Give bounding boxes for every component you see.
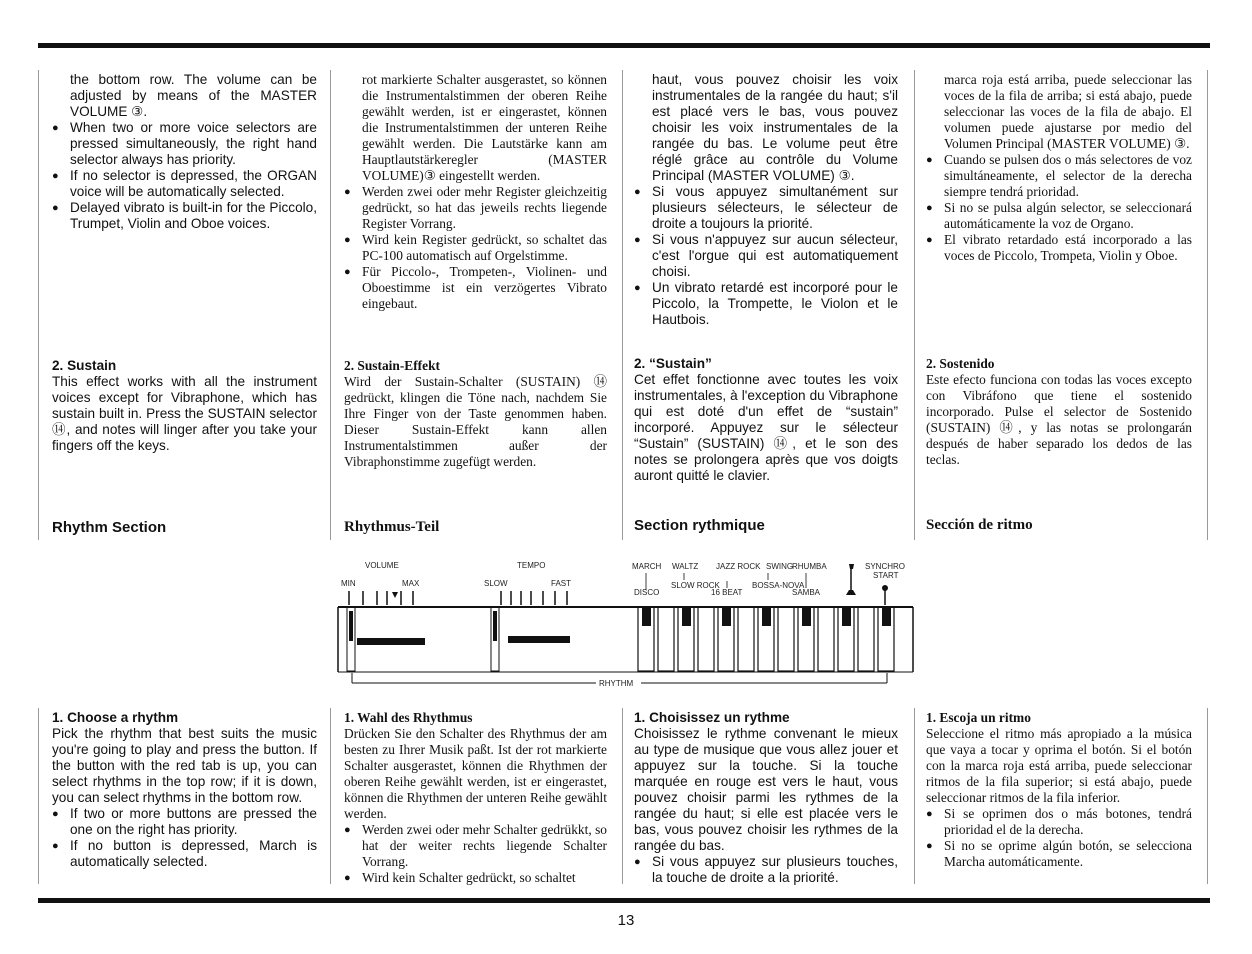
volume-label: VOLUME	[365, 561, 399, 570]
rhythm-label-waltz: WALTZ	[672, 562, 699, 571]
section-title-fr: Section rythmique	[634, 517, 765, 534]
rhythm-panel-diagram	[335, 555, 915, 690]
column-divider	[38, 708, 39, 884]
list-item: ● If two or more buttons are pressed the one on the right has priority.	[52, 806, 317, 838]
paragraph: Wird der Sustain-Schalter (SUSTAIN) ⑭ gedrückt, klingen die Töne nach, nachdem Sie Ihre Finger von der Taste genommen haben. Dieser Sustain-Effekt kann allen Instrumentalstimmen außer der Vibraphonstimme zugefügt werden.	[344, 374, 607, 469]
rhythm-label-16-beat: 16 BEAT	[711, 588, 743, 597]
column-divider	[622, 708, 623, 884]
column-divider	[1207, 70, 1208, 540]
paragraph: the bottom row. The volume can be adjusted by means of the MASTER VOLUME ③.	[70, 72, 317, 119]
list-item: ● Un vibrato retardé est incorporé pour le Piccolo, la Trompette, le Violon et le Hautbois.	[634, 280, 898, 328]
synchro-label: SYNCHRO	[865, 562, 906, 571]
sustain-en	[52, 358, 317, 454]
list-item: ● If no button is depressed, March is automatically selected.	[52, 838, 317, 870]
list-item: ● Für Piccolo-, Trompeten-, Violinen- und Oboestimme ist ein verzögertes Vibrato eingebaut.	[344, 264, 607, 312]
list-item: ● Cuando se pulsen dos o más selectores de voz simultáneamente, el selector de la derecha siempre tendrá prioridad.	[926, 152, 1192, 200]
rhythm-label-jazz-rock: JAZZ ROCK	[716, 562, 761, 571]
section-heading: 1. Escoja un ritmo	[926, 710, 1031, 725]
paragraph: marca roja está arriba, puede seleccionar las voces de la fila de arriba; si está abajo, puede seleccionar las voces de la fila de abajo. El volumen puede ajustarse por medio del Volumen Principal (MASTER VOLUME) ③.	[944, 72, 1192, 151]
section-title-en: Rhythm Section	[52, 519, 167, 536]
choose-rhythm-fr	[634, 710, 898, 886]
rhythm-label-march: MARCH	[632, 562, 662, 571]
tempo-slow-label: SLOW	[484, 579, 508, 588]
list-item: ● Si vous appuyez sur plusieurs touches, la touche de droite a la priorité.	[634, 854, 898, 886]
list-item: ● Delayed vibrato is built-in for the Piccolo, Trumpet, Violin and Oboe voices.	[52, 200, 317, 232]
volume-slider	[347, 591, 425, 671]
section-heading: 1. Choose a rhythm	[52, 710, 179, 725]
list-item: ● El vibrato retardado está incorporado a las voces de Piccolo, Trompeta, Violin y Oboe.	[926, 232, 1192, 264]
rhythm-label-slow-rock: SLOW ROCK	[671, 581, 720, 590]
list-item: ● Si vous n'appuyez sur aucun sélecteur, c'est l'orgue qui est automatiquement choisi.	[634, 232, 898, 280]
start-label: START	[873, 571, 899, 580]
choose-rhythm-de	[344, 710, 607, 886]
tempo-fast-label: FAST	[551, 579, 572, 588]
list-item: ● Werden zwei oder mehr Schalter gedrükkt, so hat der weiter rechts liegende Schalter Vorrang.	[344, 822, 607, 870]
column-divider	[914, 708, 915, 884]
column-divider	[1207, 708, 1208, 884]
column-divider	[330, 70, 331, 540]
tempo-label: TEMPO	[517, 561, 546, 570]
sustain-es	[926, 356, 1192, 468]
bottom-rule	[38, 898, 1210, 903]
choose-rhythm-es	[926, 710, 1192, 870]
paragraph: Cet effet fonctionne avec toutes les voix instrumentales, à l'exception du Vibraphone qui est doté d'un effet de “sustain” incorporé. Appuyez sur le sélecteur “Sustain” (SUSTAIN) ⑭, et le son des notes se prolongera après que vos doigts auront quitté le clavier.	[634, 372, 898, 483]
column-divider	[622, 70, 623, 540]
top-rule	[38, 43, 1210, 48]
list-item: ● Werden zwei oder mehr Register gleichzeitig gedrückt, so hat das jeweils rechts liegende Register Vorrang.	[344, 184, 607, 232]
paragraph: Drücken Sie den Schalter des Rhythmus der am besten zu Ihrer Musik paßt. Ist der rot markierte Schalter ausgerastet, können die Rhythmen der oberen Reihe gewählt werden, ist er eingerastet, können die Rhythmen der unteren Reihe gewählt werden.	[344, 726, 607, 821]
list-item: ● If no selector is depressed, the ORGAN voice will be automatically selected.	[52, 168, 317, 200]
rhythm-label-bossa-nova: BOSSA-NOVA	[752, 581, 805, 590]
section-title-es: Sección de ritmo	[926, 517, 1033, 533]
voice-text-es	[926, 72, 1192, 264]
paragraph: Choisissez le rythme convenant le mieux au type de musique que vous allez jouer et appuyez sur la touche. Si la touche marquée en rouge est vers le haut, vous pouvez choisir parmi les rythmes de la rangée du haut; si elle est placée vers le bas, vous pouvez choisir les rythmes de la rangée du bas.	[634, 726, 898, 853]
list-item: ● When two or more voice selectors are pressed simultaneously, the right hand selector always has priority.	[52, 120, 317, 168]
column-divider	[914, 70, 915, 540]
list-item: ● Si no se oprime algún botón, se selecciona Marcha automáticamente.	[926, 838, 1192, 870]
paragraph: Seleccione el ritmo más apropiado a la música que vaya a tocar y oprima el botón. Si el botón con la marca roja está arriba, puede seleccionar ritmos de la fila superior; si está abajo, puede seleccionar ritmos de la fila inferior.	[926, 726, 1192, 805]
rhythm-label-disco: DISCO	[634, 588, 660, 597]
voice-text-de	[344, 72, 607, 312]
tempo-slider	[491, 591, 570, 671]
section-title-de: Rhythmus-Teil	[344, 519, 440, 535]
volume-min-label: MIN	[341, 579, 356, 588]
rhythm-bracket-label: RHYTHM	[599, 679, 634, 688]
section-heading: 1. Choisissez un rythme	[634, 710, 790, 725]
rhythm-label-rhumba: RHUMBA	[792, 562, 827, 571]
paragraph: rot markierte Schalter ausgerastet, so können die Instrumentalstimmen der oberen Reihe gewählt werden, ist er eingerastet, können die Instrumentalstimmen der unteren Reihe gewählt werden. Die Lautstärke kann am Hauptlautstärkeregler (MASTER VOLUME)③ eingestellt werden.	[362, 72, 607, 183]
volume-max-label: MAX	[402, 579, 420, 588]
list-item: ● Si vous appuyez simultanément sur plusieurs sélecteurs, le sélecteur de droite a toujours la priorité.	[634, 184, 898, 232]
list-item: ● Wird kein Schalter gedrückt, so schaltet	[344, 870, 607, 886]
paragraph: This effect works with all the instrument voices except for Vibraphone, which has sustain built in. Press the SUSTAIN selector ⑭, and notes will linger after you take your fingers off the keys.	[52, 374, 317, 453]
column-divider	[38, 70, 39, 540]
section-heading: 2. Sustain	[52, 358, 117, 373]
choose-rhythm-en	[52, 710, 317, 870]
sustain-de	[344, 358, 607, 470]
section-heading: 2. Sostenido	[926, 356, 995, 371]
page-number: 13	[617, 912, 635, 929]
sustain-fr	[634, 356, 898, 484]
list-item: ● Si no se pulsa algún selector, se seleccionará automáticamente la voz de Organo.	[926, 200, 1192, 232]
list-item: ● Si se oprimen dos o más botones, tendrá prioridad el de la derecha.	[926, 806, 1192, 838]
paragraph: Pick the rhythm that best suits the music you're going to play and press the button. If the button with the red tab is up, you can select rhythms in the top row; if it is down, you can select rhythms in the bottom row.	[52, 726, 317, 805]
voice-text-fr	[634, 72, 898, 328]
section-heading: 1. Wahl des Rhythmus	[344, 710, 473, 725]
rhythm-label-samba: SAMBA	[792, 588, 821, 597]
list-item: ● Wird kein Register gedrückt, so schaltet das PC-100 automatisch auf Orgelstimme.	[344, 232, 607, 264]
rhythm-label-swing: SWING	[766, 562, 794, 571]
section-heading: 2. Sustain-Effekt	[344, 358, 440, 373]
column-divider	[330, 708, 331, 884]
paragraph: haut, vous pouvez choisir les voix instrumentales de la rangée du haut; s'il est placé vers le bas, vous pouvez choisir les voix instrumentales de la rangée du bas. Le volume peut être réglé grâce au contrôle du Volume Principal (MASTER VOLUME) ③.	[652, 72, 898, 183]
paragraph: Este efecto funciona con todas las voces excepto con Vibráfono que tiene el sostenido incorporado. Pulse el selector de Sostenido (SUSTAIN) ⑭, y las notas se prolongarán después de haber separado los dedos de las teclas.	[926, 372, 1192, 467]
section-heading: 2. “Sustain”	[634, 356, 712, 371]
voice-text-en	[52, 72, 317, 232]
